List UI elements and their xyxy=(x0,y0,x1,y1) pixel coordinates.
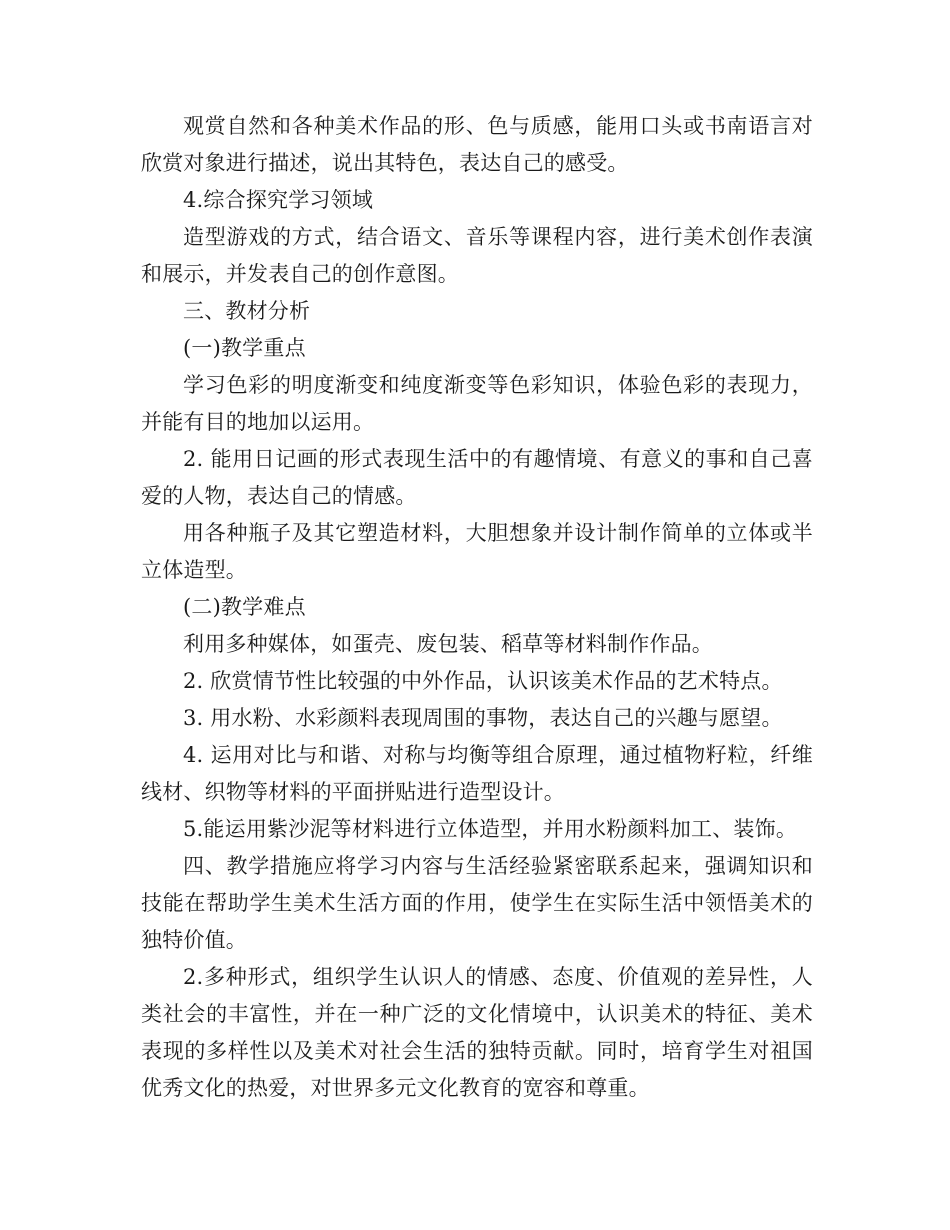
section-heading-4: 四、教学措施应将学习内容与生活经验紧密联系起来，强调知识和技能在帮助学生美术生活方面的作用，使学生在实际生活中领悟美术的独特价值。 xyxy=(141,854,813,952)
paragraph-8: 用各种瓶子及其它塑造材料，大胆想象并设计制作简单的立体或半立体造型。 xyxy=(141,521,813,582)
paragraph-12: 3. 用水粉、水彩颜料表现周围的事物，表达自己的兴趣与愿望。 xyxy=(183,706,783,730)
paragraph-1: 观赏自然和各种美术作品的形、色与质感，能用口头或书南语言对欣赏对象进行描述，说出其特色，表达自己的感受。 xyxy=(141,114,813,175)
paragraph-6: 学习色彩的明度渐变和纯度渐变等色彩知识，体验色彩的表现力，并能有目的地加以运用。 xyxy=(141,373,813,434)
subheading-2: (二)教学难点 xyxy=(183,595,306,619)
paragraph-2: 4.综合探究学习领域 xyxy=(183,188,374,212)
paragraph-10: 利用多种媒体，如蛋壳、废包装、稻草等材料制作作品。 xyxy=(183,632,713,656)
paragraph-14: 5.能运用紫沙泥等材料进行立体造型，并用水粉颜料加工、装饰。 xyxy=(183,817,798,841)
subheading-1: (一)教学重点 xyxy=(183,336,306,360)
paragraph-13: 4. 运用对比与和谐、对称与均衡等组合原理，通过植物籽粒，纤维线材、织物等材料的平面拼贴进行造型设计。 xyxy=(141,743,813,804)
paragraph-16: 2.多种形式，组织学生认识人的情感、态度、价值观的差异性，人类社会的丰富性，并在一种广泛的文化情境中，认识美术的特征、美术表现的多样性以及美术对社会生活的独特贡献。同时，培育学生对祖国优秀文化的热爱，对世界多元文化教育的宽容和尊重。 xyxy=(141,965,813,1100)
paragraph-3: 造型游戏的方式，结合语文、音乐等课程内容，进行美术创作表演和展示，并发表自己的创作意图。 xyxy=(141,225,813,286)
paragraph-7: 2. 能用日记画的形式表现生活中的有趣情境、有意义的事和自己喜爱的人物，表达自己的情感。 xyxy=(141,447,813,508)
section-heading-3: 三、教材分析 xyxy=(183,299,311,323)
paragraph-11: 2. 欣赏情节性比较强的中外作品，认识该美术作品的艺术特点。 xyxy=(183,669,783,693)
document-body xyxy=(141,108,813,1107)
